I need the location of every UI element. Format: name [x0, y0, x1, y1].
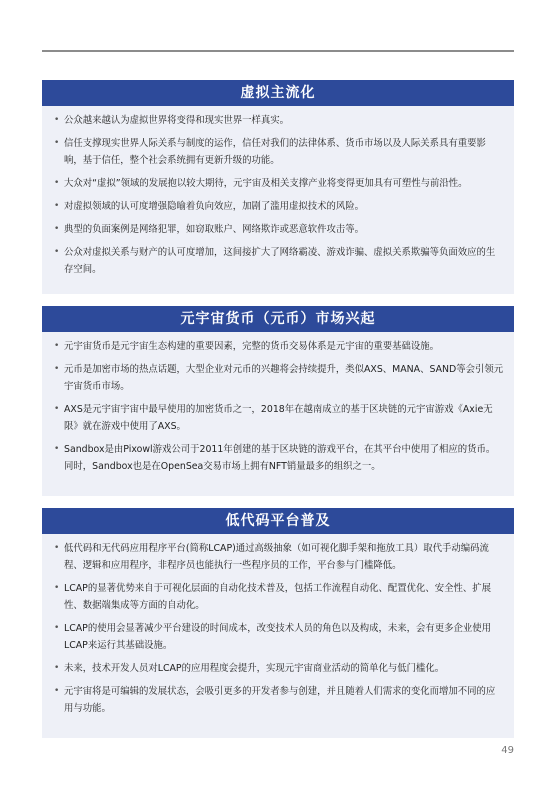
bullet-list [42, 106, 514, 286]
list-item: • LCAP的显著优势来自于可视化层面的自动化技术普及，包括工作流程自动化、配置优化、安全性、扩展性、数据端集成等方面的自动化。 [54, 580, 504, 614]
section-title: 低代码平台普及 [42, 508, 514, 534]
list-item: • LCAP的使用会显著减少平台建设的时间成本，改变技术人员的角色以及构成，未来，会有更多企业使用LCAP来运行其基础设施。 [54, 620, 504, 654]
list-item: • 元宇宙货币是元宇宙生态构建的重要因素，完整的货币交易体系是元宇宙的重要基础设施。 [54, 338, 504, 355]
section-title: 元宇宙货币（元币）市场兴起 [42, 306, 514, 332]
bullet-icon: • [54, 115, 60, 125]
section-virtual-mainstream [42, 80, 514, 294]
list-item: • 大众对“虚拟”领域的发展抱以较大期待，元宇宙及相关支撑产业将变得更加具有可塑性与前沿性。 [54, 175, 504, 192]
bullet-icon: • [54, 341, 60, 351]
top-divider [42, 50, 514, 52]
bullet-icon: • [54, 444, 60, 454]
bullet-icon: • [54, 623, 60, 633]
bullet-icon: • [54, 364, 60, 374]
list-item: • AXS是元宇宙宇宙中最早使用的加密货币之一，2018年在越南成立的基于区块链的元宇宙游戏《Axie无限》就在游戏中使用了AXS。 [54, 401, 504, 435]
list-item: • Sandbox是由Pixowl游戏公司于2011年创建的基于区块链的游戏平台，在其平台中使用了相应的货币。同时，Sandbox也是在OpenSea交易市场上拥有NFT销量最多的组织之一。 [54, 441, 504, 475]
bullet-icon: • [54, 201, 60, 211]
section-title: 虚拟主流化 [42, 80, 514, 106]
list-item: • 对虚拟领域的认可度增强隐喻着负向效应，加剧了滥用虚拟技术的风险。 [54, 198, 504, 215]
list-item: • 典型的负面案例是网络犯罪，如窃取账户、网络欺诈或恶意软件攻击等。 [54, 221, 504, 238]
bullet-icon: • [54, 686, 60, 696]
bullet-icon: • [54, 404, 60, 414]
list-item: • 信任支撑现实世界人际关系与制度的运作，信任对我们的法律体系、货币市场以及人际关系具有重要影响，基于信任，整个社会系统拥有更新升级的功能。 [54, 135, 504, 169]
bullet-icon: • [54, 224, 60, 234]
list-item: • 公众对虚拟关系与财产的认可度增加，这间接扩大了网络霸凌、游戏诈骗、虚拟关系欺骗等负面效应的生存空间。 [54, 244, 504, 278]
bullet-icon: • [54, 663, 60, 673]
section-low-code-platform [42, 508, 514, 738]
list-item: • 公众越来越认为虚拟世界将变得和现实世界一样真实。 [54, 112, 504, 129]
bullet-icon: • [54, 138, 60, 148]
list-item: • 未来，技术开发人员对LCAP的应用程度会提升，实现元宇宙商业活动的简单化与低门槛化。 [54, 660, 504, 677]
bullet-icon: • [54, 583, 60, 593]
list-item: • 元宇宙将是可编辑的发展状态，会吸引更多的开发者参与创建，并且随着人们需求的变化而增加不同的应用与功能。 [54, 683, 504, 717]
bullet-icon: • [54, 247, 60, 257]
bullet-icon: • [54, 178, 60, 188]
list-item: • 元币是加密市场的热点话题，大型企业对元币的兴趣将会持续提升，类似AXS、MANA、SAND等会引领元宇宙货币市场。 [54, 361, 504, 395]
bullet-list [42, 332, 514, 483]
bullet-icon: • [54, 543, 60, 553]
bullet-list [42, 534, 514, 725]
list-item: • 低代码和无代码应用程序平台(简称LCAP)通过高级抽象（如可视化脚手架和拖放工具）取代手动编码流程、逻辑和应用程序，非程序员也能执行一些程序员的工作，平台参与门槛降低。 [54, 540, 504, 574]
page-number: 49 [501, 745, 514, 756]
section-metaverse-currency [42, 306, 514, 496]
